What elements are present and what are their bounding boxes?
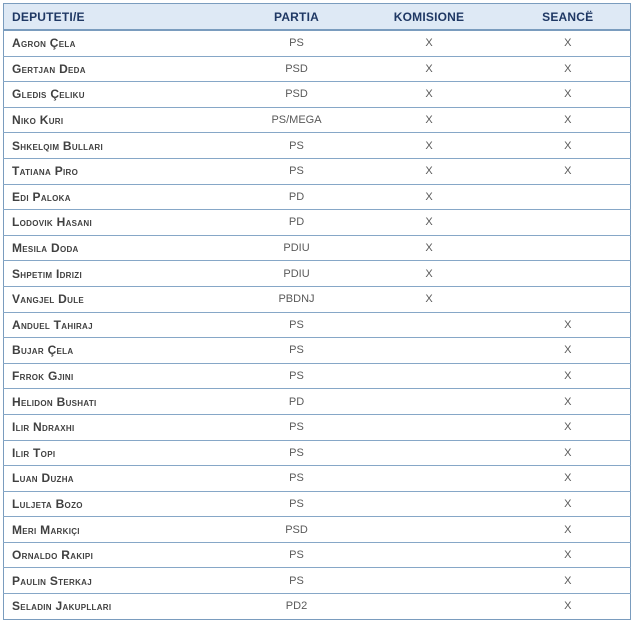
seance-cell: X [506, 56, 631, 82]
table-row [4, 56, 631, 82]
deputy-name-cell: Frrok Gjini [4, 363, 241, 389]
komisione-cell [353, 440, 506, 466]
table-row [4, 261, 631, 287]
party-cell: PD [241, 184, 353, 210]
party-cell: PD [241, 210, 353, 236]
column-header-seance: SEANCË [506, 4, 631, 31]
table-row [4, 286, 631, 312]
table-row [4, 389, 631, 415]
deputy-name-cell: Shpetim Idrizi [4, 261, 241, 287]
komisione-cell [353, 466, 506, 492]
table-row [4, 210, 631, 236]
seance-cell [506, 235, 631, 261]
deputy-name-cell: Meri Markiçi [4, 517, 241, 543]
komisione-cell: X [353, 184, 506, 210]
komisione-cell: X [353, 82, 506, 108]
deputy-name-cell: Anduel Tahiraj [4, 312, 241, 338]
party-cell: PSD [241, 82, 353, 108]
party-cell: PS [241, 133, 353, 159]
table-row [4, 82, 631, 108]
deputy-name-cell: Edi Paloka [4, 184, 241, 210]
table-row [4, 466, 631, 492]
party-cell: PDIU [241, 261, 353, 287]
seance-cell: X [506, 440, 631, 466]
table-row [4, 542, 631, 568]
party-cell: PS [241, 466, 353, 492]
seance-cell: X [506, 517, 631, 543]
party-cell: PS [241, 542, 353, 568]
deputy-name-cell: Vangjel Dule [4, 286, 241, 312]
deputy-name-cell: Ilir Topi [4, 440, 241, 466]
table-row [4, 30, 631, 56]
komisione-cell [353, 363, 506, 389]
komisione-cell: X [353, 30, 506, 56]
table-row [4, 338, 631, 364]
party-cell: PD [241, 389, 353, 415]
table-row [4, 491, 631, 517]
seance-cell: X [506, 594, 631, 620]
komisione-cell [353, 312, 506, 338]
seance-cell [506, 184, 631, 210]
komisione-cell [353, 568, 506, 594]
table-body [4, 30, 631, 619]
deputy-name-cell: Tatiana Piro [4, 158, 241, 184]
table-row [4, 107, 631, 133]
seance-cell: X [506, 491, 631, 517]
komisione-cell [353, 338, 506, 364]
party-cell: PBDNJ [241, 286, 353, 312]
deputy-name-cell: Seladin Jakupllari [4, 594, 241, 620]
column-header-deputeti: DEPUTETI/E [4, 4, 241, 31]
seance-cell [506, 286, 631, 312]
komisione-cell [353, 389, 506, 415]
seance-cell: X [506, 133, 631, 159]
deputy-name-cell: Shkelqim Bullari [4, 133, 241, 159]
deputy-name-cell: Ornaldo Rakipi [4, 542, 241, 568]
komisione-cell: X [353, 107, 506, 133]
table-row [4, 594, 631, 620]
party-cell: PS/MEGA [241, 107, 353, 133]
deputy-name-cell: Gledis Çeliku [4, 82, 241, 108]
deputy-name-cell: Luljeta Bozo [4, 491, 241, 517]
seance-cell: X [506, 466, 631, 492]
column-header-partia: PARTIA [241, 4, 353, 31]
komisione-cell: X [353, 261, 506, 287]
deputy-name-cell: Paulin Sterkaj [4, 568, 241, 594]
komisione-cell: X [353, 210, 506, 236]
seance-cell: X [506, 568, 631, 594]
party-cell: PD2 [241, 594, 353, 620]
party-cell: PDIU [241, 235, 353, 261]
komisione-cell [353, 594, 506, 620]
komisione-cell: X [353, 158, 506, 184]
seance-cell [506, 261, 631, 287]
deputy-name-cell: Bujar Çela [4, 338, 241, 364]
komisione-cell: X [353, 235, 506, 261]
seance-cell: X [506, 30, 631, 56]
party-cell: PSD [241, 56, 353, 82]
table-header-row [4, 4, 631, 31]
party-cell: PS [241, 363, 353, 389]
deputy-name-cell: Ilir Ndraxhi [4, 414, 241, 440]
seance-cell: X [506, 82, 631, 108]
komisione-cell [353, 414, 506, 440]
seance-cell: X [506, 338, 631, 364]
komisione-cell: X [353, 56, 506, 82]
deputy-name-cell: Mesila Doda [4, 235, 241, 261]
seance-cell: X [506, 542, 631, 568]
komisione-cell [353, 491, 506, 517]
seance-cell: X [506, 158, 631, 184]
komisione-cell [353, 542, 506, 568]
komisione-cell [353, 517, 506, 543]
column-header-komisione: KOMISIONE [353, 4, 506, 31]
deputy-name-cell: Niko Kuri [4, 107, 241, 133]
party-cell: PS [241, 568, 353, 594]
party-cell: PS [241, 414, 353, 440]
table-row [4, 363, 631, 389]
komisione-cell: X [353, 286, 506, 312]
table-row [4, 133, 631, 159]
deputy-name-cell: Luan Duzha [4, 466, 241, 492]
table-row [4, 184, 631, 210]
komisione-cell: X [353, 133, 506, 159]
table-row [4, 158, 631, 184]
seance-cell: X [506, 414, 631, 440]
deputy-name-cell: Gertjan Deda [4, 56, 241, 82]
deputy-name-cell: Agron Çela [4, 30, 241, 56]
deputy-name-cell: Helidon Bushati [4, 389, 241, 415]
table-row [4, 568, 631, 594]
party-cell: PSD [241, 517, 353, 543]
table-row [4, 235, 631, 261]
party-cell: PS [241, 440, 353, 466]
table-row [4, 517, 631, 543]
table-row [4, 440, 631, 466]
seance-cell [506, 210, 631, 236]
seance-cell: X [506, 312, 631, 338]
deputy-name-cell: Lodovik Hasani [4, 210, 241, 236]
party-cell: PS [241, 30, 353, 56]
party-cell: PS [241, 491, 353, 517]
seance-cell: X [506, 107, 631, 133]
party-cell: PS [241, 158, 353, 184]
seance-cell: X [506, 363, 631, 389]
table-row [4, 312, 631, 338]
table-row [4, 414, 631, 440]
seance-cell: X [506, 389, 631, 415]
deputy-attendance-table [3, 3, 631, 620]
party-cell: PS [241, 312, 353, 338]
party-cell: PS [241, 338, 353, 364]
